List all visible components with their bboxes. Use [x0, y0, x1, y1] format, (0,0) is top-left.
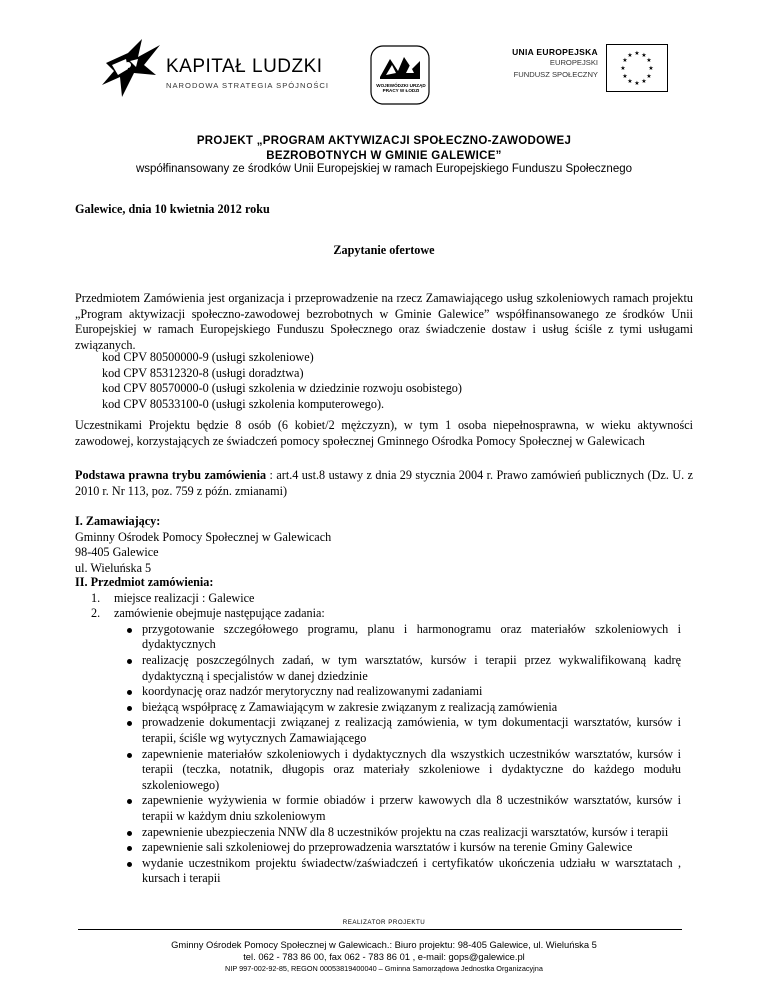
bullet-icon: [127, 721, 132, 726]
wup-lodz-logo: [370, 45, 430, 107]
task-text: prowadzenie dokumentacji związanej z realizacją zamówienia, w tym dokumentacji warsztatów, kursów i terapii, ściśle wg wytycznych Zamawiającego: [142, 715, 681, 745]
legal-basis-text: : art.4 ust.8 ustawy z dnia 29 stycznia 2004 r. Prawo zamówień publicznych (Dz. U. z 2010 r. Nr 113, poz. 759 z późn. zmianami): [75, 468, 693, 498]
list-item-text: zamówienie obejmuje następujące zadania:: [114, 606, 325, 621]
ordering-party-section: [75, 514, 675, 576]
footer-address: Gminny Ośrodek Pomocy Społecznej w Galewicach.: Biuro projektu: 98-405 Galewice, ul. Wieluńska 5: [171, 939, 597, 950]
ordering-party-street: ul. Wieluńska 5: [75, 560, 152, 575]
participants-paragraph: Uczestnikami Projektu będzie 8 osób (6 kobiet/2 mężczyzn), w tym 1 osoba niepełnosprawna, w wieku aktywności zawodowej, korzystających ze świadczeń pomocy społecznej Gminnego Ośrodka Pomocy Społecznej w Galewicach: [75, 418, 693, 448]
task-item: [75, 653, 681, 684]
task-text: przygotowanie szczegółowego programu, planu i harmonogramu oraz materiałów szkoleniowych i dydaktycznych: [142, 621, 681, 652]
ordering-party-name: Gminny Ośrodek Pomocy Społecznej w Galewicach: [75, 529, 332, 544]
task-item: [75, 700, 681, 716]
bullet-icon: [127, 799, 132, 804]
task-item: [75, 793, 681, 824]
cpv-code: kod CPV 80533100-0 (usługi szkolenia komputerowego).: [102, 396, 385, 411]
legal-basis-label: Podstawa prawna trybu zamówienia: [75, 468, 267, 482]
project-subtitle: współfinansowany ze środków Unii Europejskiej w ramach Europejskiego Funduszu Społecznego: [135, 163, 633, 175]
task-text: zapewnienie wyżywienia w formie obiadów i przerw kawowych dla 8 uczestników warsztatów, kursów i terapii w każdym dniu szkoleniowym: [142, 793, 681, 823]
task-item: [75, 622, 681, 653]
svg-text:★: ★: [646, 73, 652, 80]
task-item: [75, 747, 681, 794]
task-text: bieżącą współpracę z Zamawiającym w zakresie związanym z realizacją zamówienia: [142, 699, 558, 714]
bullet-icon: [127, 706, 132, 711]
cpv-code: kod CPV 85312320-8 (usługi doradztwa): [102, 365, 304, 380]
date-line: Galewice, dnia 10 kwietnia 2012 roku: [75, 202, 270, 216]
ordering-party-heading: I. Zamawiający:: [75, 514, 161, 528]
eu-logo-text: [478, 47, 598, 81]
task-bullet-list: [75, 622, 715, 887]
project-title-line-1: PROJEKT „PROGRAM AKTYWIZACJI SPOŁECZNO-ZAWODOWEJ: [196, 135, 572, 147]
document-heading: Zapytanie ofertowe: [333, 243, 435, 257]
svg-text:★: ★: [620, 65, 626, 72]
svg-text:★: ★: [634, 80, 640, 87]
subject-numbered-list: [75, 591, 715, 622]
bullet-icon: [127, 628, 132, 633]
footer-divider: [78, 929, 682, 930]
cpv-code: kod CPV 80570000-0 (usługi szkolenia w dziedzinie rozwoju osobistego): [102, 381, 462, 396]
task-item: [75, 825, 681, 841]
kapital-ludzki-title: KAPITAŁ LUDZKI: [166, 56, 323, 77]
bullet-icon: [127, 862, 132, 867]
svg-text:★: ★: [648, 65, 654, 72]
svg-text:★: ★: [641, 78, 647, 85]
bullet-icon: [127, 690, 132, 695]
kapital-ludzki-subtitle: NARODOWA STRATEGIA SPÓJNOŚCI: [166, 81, 330, 90]
svg-text:★: ★: [646, 57, 652, 64]
legal-basis-paragraph: [75, 468, 693, 499]
task-item: [75, 856, 681, 887]
footer-label: REALIZATOR PROJEKTU: [342, 919, 426, 926]
subject-section: [75, 575, 715, 887]
svg-text:★: ★: [627, 52, 633, 59]
cpv-code: kod CPV 80500000-9 (usługi szkoleniowe): [102, 350, 314, 364]
svg-text:★: ★: [622, 73, 628, 80]
task-text: zapewnienie ubezpieczenia NNW dla 8 uczestników projektu na czas realizacji warsztatów, kursów i terapii: [142, 824, 669, 839]
intro-paragraph: Przedmiotem Zamówienia jest organizacja i przeprowadzenie na rzecz Zamawiającego usług szkoleniowych ramach projektu „Program aktywizacji społeczno-zawodowej bezrobotnych w Gminie Galewice” współfinansowanego ze środków Unii Europejskiej w ramach Europejskiego Funduszu Społecznego oraz świadczenie dostaw i usług ściśle z tymi usługami związanych.: [75, 291, 693, 352]
svg-text:★: ★: [627, 78, 633, 85]
list-item: [75, 606, 715, 622]
task-text: wydanie uczestnikom projektu świadectw/zaświadczeń i certyfikatów ukończenia udziału w warsztatach , kursach i terapii: [142, 855, 681, 886]
bullet-icon: [127, 831, 132, 836]
footer-registration: NIP 997-002-92-85, REGON 00053819400040 – Gminna Samorządowa Jednostka Organizacyjna: [225, 964, 543, 973]
task-item: [75, 684, 681, 700]
task-text: zapewnienie materiałów szkoleniowych i dydaktycznych dla wszystkich uczestników warsztatów, kursów i terapii (teczka, notatnik, długopis oraz materiały szkoleniowe i dydaktyczne do każdego modułu szkoleniowego): [142, 746, 681, 792]
bullet-icon: [127, 753, 132, 758]
svg-text:★: ★: [641, 52, 647, 59]
wup-emblem-icon: [370, 45, 430, 107]
list-number: 1.: [91, 590, 101, 605]
ordering-party-postal: 98-405 Galewice: [75, 545, 159, 560]
footer-contact: tel. 062 - 783 86 00, fax 062 - 783 86 01 , e-mail: gops@galewice.pl: [243, 951, 525, 962]
eu-line-1: EUROPEJSKI: [549, 58, 598, 67]
project-title-line-2: BEZROBOTNYCH W GMINIE GALEWICE”: [266, 150, 502, 162]
cpv-code-list: [102, 350, 702, 412]
subject-heading: II. Przedmiot zamówienia:: [75, 575, 214, 589]
eu-title: UNIA EUROPEJSKA: [512, 47, 598, 57]
eu-line-2: FUNDUSZ SPOŁECZNY: [513, 70, 598, 79]
list-number: 2.: [91, 606, 101, 621]
list-item-text: miejsce realizacji : Galewice: [114, 590, 255, 605]
task-text: koordynację oraz nadzór merytoryczny nad realizowanymi zadaniami: [142, 684, 483, 699]
list-item: [75, 591, 715, 607]
bullet-icon: [127, 659, 132, 664]
task-item: [75, 715, 681, 746]
task-text: realizację poszczególnych zadań, w tym warsztatów, kursów i terapii przez wykwalifikowaną kadrę dydaktyczną i specjalistów w danej dziedzinie: [142, 652, 681, 683]
eu-flag-icon: [606, 44, 668, 92]
svg-text:★: ★: [634, 50, 640, 57]
svg-text:★: ★: [622, 57, 628, 64]
project-title: [0, 134, 768, 164]
task-text: zapewnienie sali szkoleniowej do przeprowadzenia warsztatów i kursów na terenie Gminy Galewice: [142, 840, 633, 855]
kapital-ludzki-logo: [98, 35, 343, 103]
wup-logo-text: WOJEWÓDZKI URZĄD PRACY W ŁODZI: [376, 83, 426, 93]
task-item: [75, 840, 681, 856]
kapital-ludzki-emblem-icon: [98, 35, 164, 103]
bullet-icon: [127, 846, 132, 851]
